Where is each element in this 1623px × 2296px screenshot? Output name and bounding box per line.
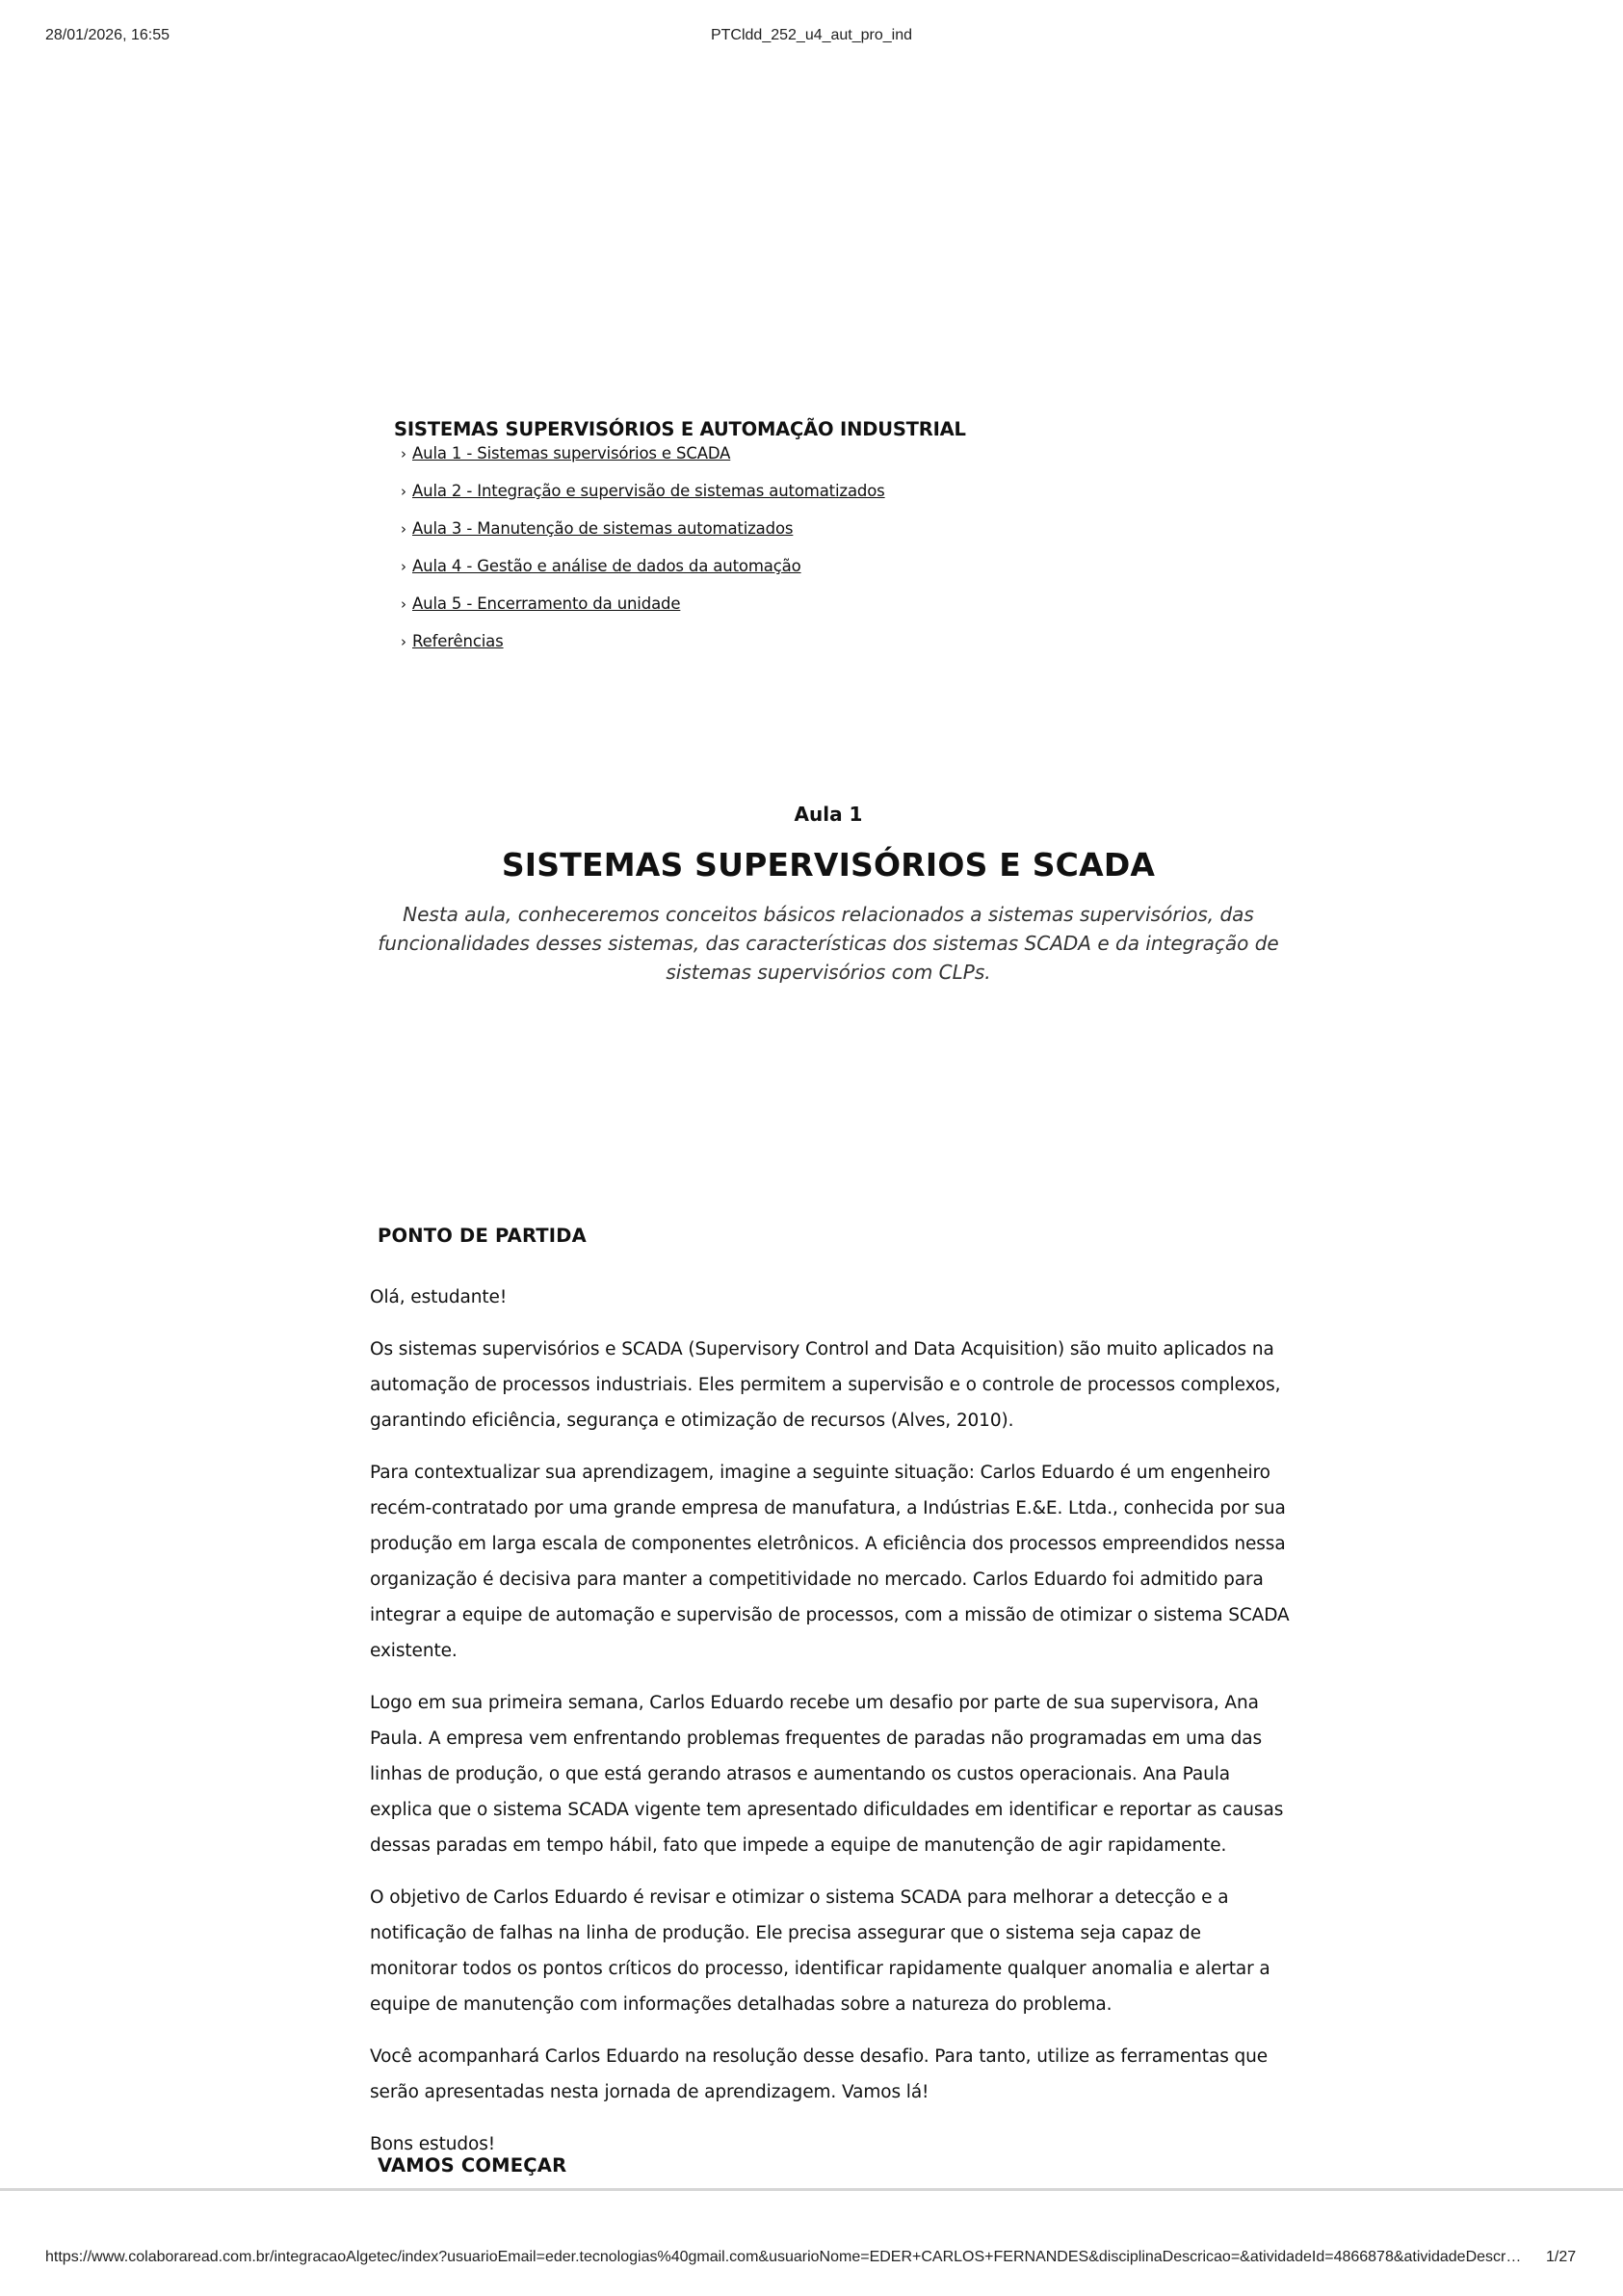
toc-item-aula-3: [401, 517, 885, 555]
toc-link-aula-2[interactable]: Aula 2 - Integração e supervisão de sistemas automatizados: [412, 482, 885, 500]
paragraph: Logo em sua primeira semana, Carlos Eduardo recebe um desafio por parte de sua supervisora, Ana Paula. A empresa vem enfrentando problemas frequentes de paradas não programadas em uma das linhas de produção, o que está gerando atrasos e aumentando os custos operacionais. Ana Paula explica que o sistema SCADA vigente tem apresentado dificuldades em identificar e reportar as causas dessas paradas em tempo hábil, fato que impede a equipe de manutenção de agir rapidamente.: [370, 1693, 1284, 1856]
chevron-right-icon: ›: [401, 520, 406, 538]
print-page-number: 1/27: [1546, 2249, 1577, 2265]
toc-link-aula-3[interactable]: Aula 3 - Manutenção de sistemas automatizados: [412, 519, 794, 538]
section-heading-vamos-comecar: VAMOS COMEÇAR: [378, 2154, 567, 2177]
toc-title: SISTEMAS SUPERVISÓRIOS E AUTOMAÇÃO INDUSTRIAL: [394, 418, 966, 440]
lesson-title: SISTEMAS SUPERVISÓRIOS E SCADA: [501, 846, 1156, 884]
lesson-intro: Nesta aula, conheceremos conceitos básicos relacionados a sistemas supervisórios, das funcionalidades desses sistemas, das características dos sistemas SCADA e da integração de sistemas supervisórios com CLPs.: [378, 903, 1279, 984]
lesson-kicker: Aula 1: [794, 803, 863, 826]
chevron-right-icon: ›: [401, 483, 406, 500]
page-divider: [0, 2188, 1623, 2191]
ponto-de-partida-body: [370, 1280, 1290, 2178]
paragraph: Para contextualizar sua aprendizagem, imagine a seguinte situação: Carlos Eduardo é um engenheiro recém-contratado por uma grande empresa de manufatura, a Indústrias E.&E. Ltda., conhecida por sua produção em larga escala de componentes eletrônicos. A eficiência dos processos empreendidos nessa organização é decisiva para manter a competitividade no mercado. Carlos Eduardo foi admitido para integrar a equipe de automação e supervisão de processos, com a missão de otimizar o sistema SCADA existente.: [370, 1463, 1290, 1661]
toc-item-aula-4: [401, 555, 885, 593]
toc-list: [401, 442, 885, 668]
paragraph: Os sistemas supervisórios e SCADA (Supervisory Control and Data Acquisition) são muito aplicados na automação de processos industriais. Eles permitem a supervisão e o controle de processos complexos, garantindo eficiência, segurança e otimização de recursos (Alves, 2010).: [370, 1339, 1281, 1431]
print-document-title: PTCldd_252_u4_aut_pro_ind: [710, 27, 913, 43]
print-datetime: 28/01/2026, 16:55: [45, 27, 170, 43]
print-footer-url: https://www.colaboraread.com.br/integracaoAlgetec/index?usuarioEmail=eder.tecnologias%40gmail.com&usuarioNome=EDER+CARLOS+FERNANDES&disciplinaDescricao=&atividadeId=4866878&atividadeDescr…: [45, 2249, 1522, 2265]
toc-item-aula-2: [401, 480, 885, 517]
paragraph: Você acompanhará Carlos Eduardo na resolução desse desafio. Para tanto, utilize as ferramentas que serão apresentadas nesta jornada de aprendizagem. Vamos lá!: [370, 2046, 1269, 2102]
chevron-right-icon: ›: [401, 445, 406, 462]
toc-link-aula-1[interactable]: Aula 1 - Sistemas supervisórios e SCADA: [412, 444, 731, 462]
chevron-right-icon: ›: [401, 558, 406, 575]
chevron-right-icon: ›: [401, 633, 406, 650]
chevron-right-icon: ›: [401, 595, 406, 613]
toc-item-aula-1: [401, 442, 885, 480]
toc-item-referencias: [401, 630, 885, 668]
paragraph-closing: Bons estudos!: [370, 2134, 496, 2154]
paragraph: O objetivo de Carlos Eduardo é revisar e otimizar o sistema SCADA para melhorar a detecção e a notificação de falhas na linha de produção. Ele precisa assegurar que o sistema seja capaz de monitorar todos os pontos críticos do processo, identificar rapidamente qualquer anomalia e alertar a equipe de manutenção com informações detalhadas sobre a natureza do problema.: [370, 1887, 1270, 2015]
toc-link-aula-4[interactable]: Aula 4 - Gestão e análise de dados da automação: [412, 557, 801, 575]
section-heading-ponto-de-partida: PONTO DE PARTIDA: [378, 1225, 587, 1247]
toc-link-aula-5[interactable]: Aula 5 - Encerramento da unidade: [412, 594, 681, 613]
toc-link-referencias[interactable]: Referências: [412, 632, 504, 650]
toc-item-aula-5: [401, 593, 885, 630]
paragraph-greeting: Olá, estudante!: [370, 1287, 508, 1307]
